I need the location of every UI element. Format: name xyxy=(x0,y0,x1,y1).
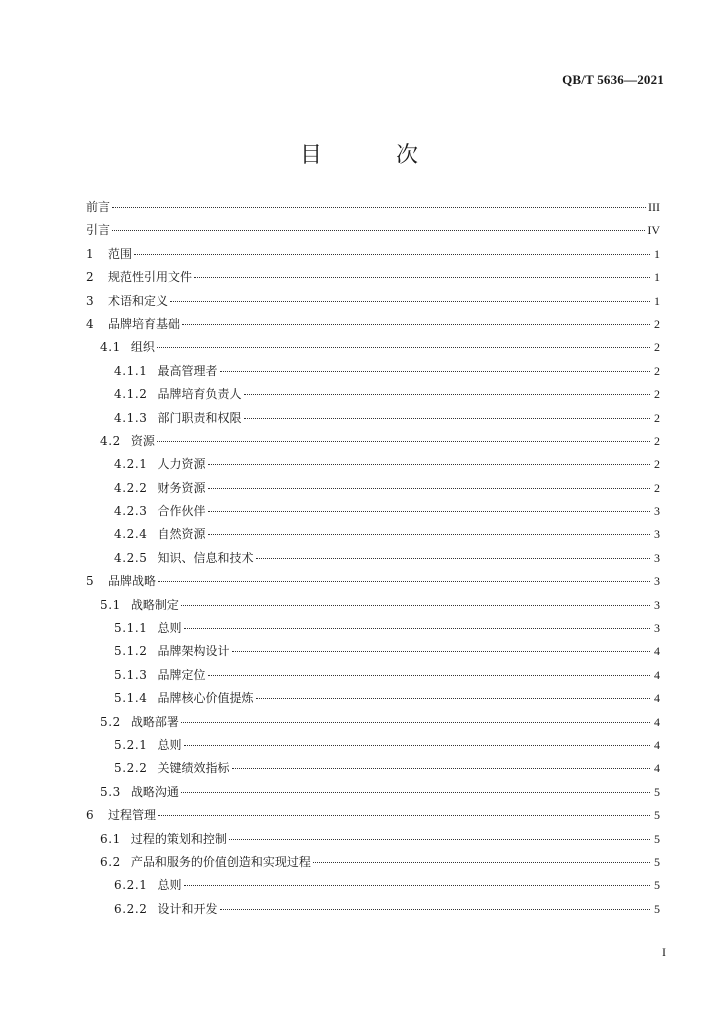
dot-leader xyxy=(181,722,650,723)
toc-entry-title: 品牌战略 xyxy=(108,574,157,589)
dot-leader xyxy=(208,534,650,535)
dot-leader xyxy=(220,909,650,910)
toc-entry-page: 3 xyxy=(654,504,660,519)
toc-entry-number: 4.2.1 xyxy=(114,457,148,472)
toc-entry-page: 4 xyxy=(654,761,660,776)
toc-entry-title: 设计和开发 xyxy=(157,901,218,916)
toc-entry-number: 4.2.5 xyxy=(114,550,148,565)
page-number: I xyxy=(662,945,666,959)
toc-entry-number: 5.2.1 xyxy=(114,737,148,752)
dot-leader xyxy=(184,745,650,746)
toc-entry-number: 4 xyxy=(86,316,95,331)
toc-entry[interactable] xyxy=(86,874,660,897)
toc-entry-number: 4.1 xyxy=(100,340,121,355)
dot-leader xyxy=(208,511,650,512)
toc-entry-title: 总则 xyxy=(157,737,182,752)
toc-entry-title: 规范性引用文件 xyxy=(108,270,193,285)
dot-leader xyxy=(194,277,650,278)
toc-entry-number: 6.2 xyxy=(100,854,121,869)
toc-entry-page: 5 xyxy=(654,808,660,823)
toc-entry-page: 2 xyxy=(654,387,660,402)
toc-entry[interactable] xyxy=(86,500,660,523)
toc-entry[interactable] xyxy=(86,523,660,546)
toc-entry-number: 6.1 xyxy=(100,831,121,846)
toc-entry[interactable] xyxy=(86,711,660,734)
toc-entry-page: 2 xyxy=(654,363,660,378)
toc-entry-title: 组织 xyxy=(130,340,155,355)
dot-leader xyxy=(244,418,650,419)
toc-entry-title: 品牌培育负责人 xyxy=(157,387,242,402)
toc-entry-title: 战略沟通 xyxy=(130,784,179,799)
toc-entry-page: IV xyxy=(647,223,660,238)
toc-entry-title: 自然资源 xyxy=(157,527,206,542)
toc-entry-page: 4 xyxy=(654,714,660,729)
toc-entry[interactable] xyxy=(86,407,660,430)
toc-entry-number: 5.1.1 xyxy=(114,621,148,636)
dot-leader xyxy=(256,698,650,699)
toc-entry[interactable] xyxy=(86,290,660,313)
toc-entry-number: 5 xyxy=(86,574,95,589)
toc-entry-title: 总则 xyxy=(157,621,182,636)
toc-entry-number: 3 xyxy=(86,293,95,308)
toc-entry-number: 2 xyxy=(86,270,95,285)
toc-entry-number: 5.2 xyxy=(100,714,121,729)
dot-leader xyxy=(256,558,650,559)
toc-entry[interactable] xyxy=(86,547,660,570)
toc-entry-title: 过程的策划和控制 xyxy=(130,831,227,846)
dot-leader xyxy=(208,675,650,676)
toc-entry-number: 5.2.2 xyxy=(114,761,148,776)
toc-entry-number: 5.1.3 xyxy=(114,667,148,682)
toc-entry-page: III xyxy=(648,200,660,214)
toc-entry-title: 品牌培育基础 xyxy=(108,316,181,331)
toc-entry-title: 战略部署 xyxy=(130,714,179,729)
dot-leader xyxy=(232,651,650,652)
toc-entry-title: 总则 xyxy=(157,878,182,893)
dot-leader xyxy=(313,862,650,863)
toc-entry[interactable] xyxy=(86,594,660,617)
dot-leader xyxy=(158,581,650,582)
toc-entry-title: 财务资源 xyxy=(157,480,206,495)
toc-entry[interactable] xyxy=(86,828,660,851)
toc-entry-number: 5.1 xyxy=(100,597,121,612)
toc-entry[interactable] xyxy=(86,898,660,921)
toc-entry[interactable] xyxy=(86,219,660,242)
toc-entry-page: 1 xyxy=(654,270,660,285)
toc-entry-number: 4.1.1 xyxy=(114,363,148,378)
toc-entry[interactable] xyxy=(86,640,660,663)
toc-entry[interactable] xyxy=(86,851,660,874)
toc-entry[interactable] xyxy=(86,687,660,710)
toc-entry-title: 资源 xyxy=(130,433,155,448)
toc-entry-number: 5.1.2 xyxy=(114,644,148,659)
toc-entry-number: 6.2.2 xyxy=(114,901,148,916)
toc-entry-title: 品牌架构设计 xyxy=(157,644,230,659)
toc-entry-page: 2 xyxy=(654,480,660,495)
toc-entry-title: 最高管理者 xyxy=(157,363,218,378)
dot-leader xyxy=(184,885,650,886)
toc-entry-page: 2 xyxy=(654,340,660,355)
toc-entry-page: 5 xyxy=(654,901,660,916)
dot-leader xyxy=(134,254,650,255)
dot-leader xyxy=(181,605,650,606)
toc-entry[interactable] xyxy=(86,804,660,827)
toc-entry[interactable] xyxy=(86,383,660,406)
toc-entry-number: 4.2 xyxy=(100,433,121,448)
toc-entry-page: 3 xyxy=(654,574,660,589)
toc-entry[interactable] xyxy=(86,477,660,500)
toc-entry-title: 产品和服务的价值创造和实现过程 xyxy=(130,854,311,869)
dot-leader xyxy=(158,815,650,816)
toc-entry[interactable] xyxy=(86,664,660,687)
dot-leader xyxy=(220,371,650,372)
toc-entry-title: 关键绩效指标 xyxy=(157,761,230,776)
toc-entry-page: 5 xyxy=(654,878,660,893)
dot-leader xyxy=(170,301,650,302)
toc-entry-page: 4 xyxy=(654,737,660,752)
toc-entry[interactable] xyxy=(86,313,660,336)
toc-entry-page: 5 xyxy=(654,854,660,869)
toc-entry-number: 6.2.1 xyxy=(114,878,148,893)
toc-entry-number: 1 xyxy=(86,246,95,261)
toc-entry[interactable] xyxy=(86,781,660,804)
table-of-contents xyxy=(86,196,660,921)
toc-entry[interactable] xyxy=(86,617,660,640)
toc-entry-title: 人力资源 xyxy=(157,457,206,472)
toc-entry[interactable] xyxy=(86,453,660,476)
toc-entry-page: 1 xyxy=(654,293,660,308)
dot-leader xyxy=(157,441,650,442)
dot-leader xyxy=(232,768,650,769)
dot-leader xyxy=(244,394,650,395)
toc-entry[interactable] xyxy=(86,734,660,757)
standard-number: QB/T 5636—2021 xyxy=(562,72,664,87)
toc-entry-page: 5 xyxy=(654,831,660,846)
toc-entry[interactable] xyxy=(86,570,660,593)
toc-entry[interactable] xyxy=(86,430,660,453)
toc-entry-title: 战略制定 xyxy=(130,597,179,612)
dot-leader xyxy=(208,464,650,465)
toc-entry-page: 4 xyxy=(654,667,660,682)
toc-entry-page: 3 xyxy=(654,550,660,565)
toc-entry-number: 4.1.2 xyxy=(114,387,148,402)
toc-entry-page: 3 xyxy=(654,621,660,636)
toc-entry-number: 4.2.2 xyxy=(114,480,148,495)
toc-entry[interactable] xyxy=(86,757,660,780)
toc-entry-number: 5.3 xyxy=(100,784,121,799)
toc-entry-page: 3 xyxy=(654,527,660,542)
toc-entry-page: 2 xyxy=(654,316,660,331)
dot-leader xyxy=(182,324,650,325)
dot-leader xyxy=(229,839,650,840)
dot-leader xyxy=(112,207,646,208)
toc-entry-page: 3 xyxy=(654,597,660,612)
toc-entry-number: 4.2.3 xyxy=(114,504,148,519)
toc-entry-page: 1 xyxy=(654,246,660,261)
toc-entry-page: 2 xyxy=(654,433,660,448)
toc-entry-number: 4.1.3 xyxy=(114,410,148,425)
dot-leader xyxy=(184,628,650,629)
toc-entry-title: 知识、信息和技术 xyxy=(157,550,254,565)
toc-entry-title: 部门职责和权限 xyxy=(157,410,242,425)
toc-entry-title: 引言 xyxy=(86,223,111,238)
toc-entry-title: 品牌定位 xyxy=(157,667,206,682)
toc-entry[interactable] xyxy=(86,243,660,266)
toc-entry-title: 前言 xyxy=(86,200,111,214)
toc-title: 目 次 xyxy=(299,143,444,168)
toc-entry-page: 2 xyxy=(654,410,660,425)
toc-entry-page: 5 xyxy=(654,784,660,799)
dot-leader xyxy=(208,488,650,489)
toc-entry-page: 4 xyxy=(654,644,660,659)
dot-leader xyxy=(157,347,650,348)
toc-entry-page: 4 xyxy=(654,691,660,706)
toc-entry[interactable] xyxy=(86,360,660,383)
toc-entry-title: 品牌核心价值提炼 xyxy=(157,691,254,706)
dot-leader xyxy=(181,792,650,793)
toc-entry-title: 合作伙伴 xyxy=(157,504,206,519)
toc-entry-number: 5.1.4 xyxy=(114,691,148,706)
toc-entry-title: 过程管理 xyxy=(108,808,157,823)
dot-leader xyxy=(112,230,645,231)
toc-entry-title: 术语和定义 xyxy=(108,293,169,308)
toc-entry[interactable] xyxy=(86,266,660,289)
toc-entry-number: 4.2.4 xyxy=(114,527,148,542)
toc-entry-number: 6 xyxy=(86,808,95,823)
toc-entry-title: 范围 xyxy=(108,246,133,261)
toc-entry[interactable] xyxy=(86,196,660,219)
toc-entry-page: 2 xyxy=(654,457,660,472)
toc-entry[interactable] xyxy=(86,336,660,359)
